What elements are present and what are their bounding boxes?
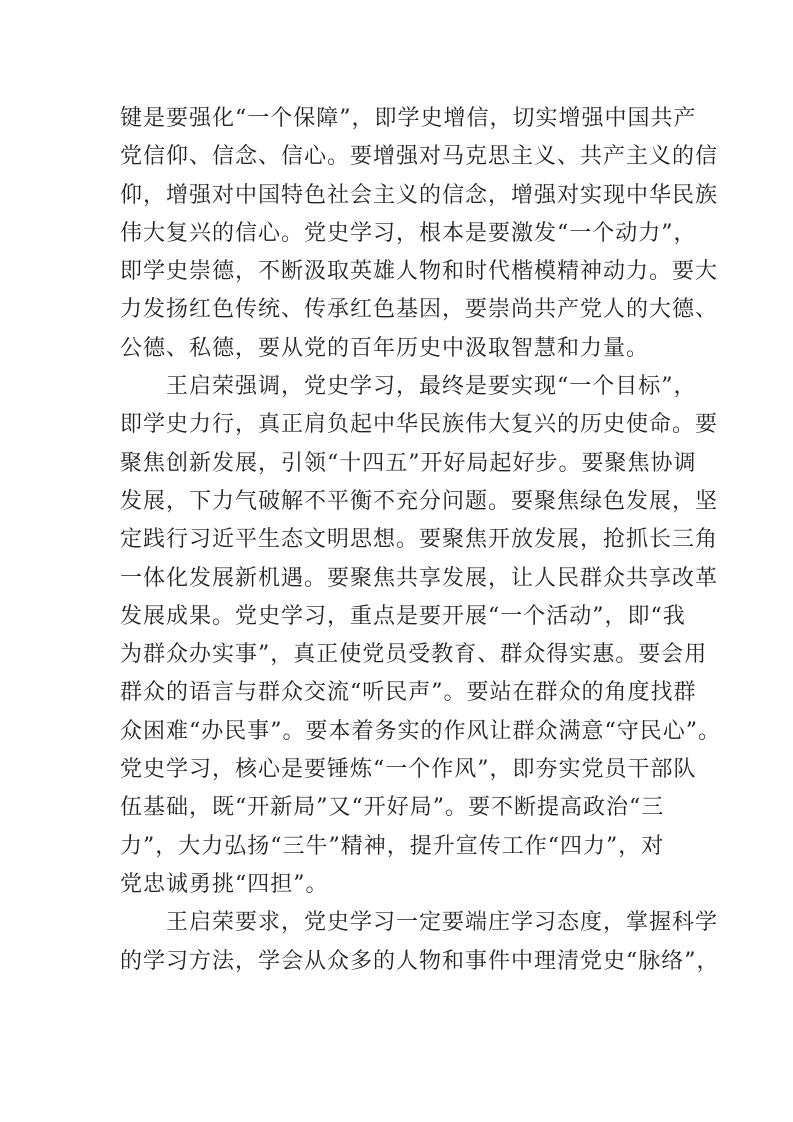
text-line: 群众的语言与群众交流“听民声”。要站在群众的角度找群 (120, 680, 697, 706)
text-line: 力”，大力弘扬“三牛”精神，提升宣传工作“四力”，对 (120, 833, 665, 859)
text-line: 为群众办实事”，真正使党员受教育、群众得实惠。要会用 (120, 642, 708, 668)
text-line: 力发扬红色传统、传承红色基因，要崇尚共产党人的大德、 (120, 297, 719, 323)
text-line: 伟大复兴的信心。党史学习，根本是要激发“一个动力”， (120, 220, 697, 246)
text-line: 一体化发展新机遇。要聚焦共享发展，让人民群众共享改革 (120, 565, 719, 591)
text-line: 聚焦创新发展，引领“十四五”开好局起好步。要聚焦协调 (120, 450, 697, 476)
text-line: 公德、私德，要从党的百年历史中汲取智慧和力量。 (120, 335, 650, 361)
body-text (120, 100, 721, 981)
text-line: 的学习方法，学会从众多的人物和事件中理清党史“脉络”， (120, 948, 720, 974)
text-line: 党信仰、信念、信心。要增强对马克思主义、共产主义的信 (120, 144, 719, 170)
text-line: 仰，增强对中国特色社会主义的信念，增强对实现中华民族 (120, 182, 719, 208)
text-line: 众困难“办民事”。要本着务实的作风让群众满意“守民心”。 (120, 718, 721, 744)
text-line: 党忠诚勇挑“四担”。 (120, 871, 329, 897)
paragraph-start-line: 王启荣要求，党史学习一定要端庄学习态度，掌握科学 (120, 910, 719, 936)
paragraph-start-line: 王启荣强调，党史学习，最终是要实现“一个目标”， (120, 374, 697, 400)
text-line: 党史学习，核心是要锤炼“一个作风”，即夯实党员干部队 (120, 757, 697, 783)
text-line: 伍基础，既“开新局”又“开好局”。要不断提高政治“三 (120, 795, 665, 821)
text-line: 即学史崇德，不断汲取英雄人物和时代楷模精神动力。要大 (120, 259, 719, 285)
text-line: 键是要强化“一个保障”，即学史增信，切实增强中国共产 (120, 106, 697, 131)
text-line: 即学史力行，真正肩负起中华民族伟大复兴的历史使命。要 (120, 412, 719, 438)
text-line: 发展成果。党史学习，重点是要开展“一个活动”，即“我 (120, 603, 686, 629)
text-line: 发展，下力气破解不平衡不充分问题。要聚焦绿色发展，坚 (120, 488, 719, 514)
text-line: 定践行习近平生态文明思想。要聚焦开放发展，抢抓长三角 (120, 527, 719, 553)
